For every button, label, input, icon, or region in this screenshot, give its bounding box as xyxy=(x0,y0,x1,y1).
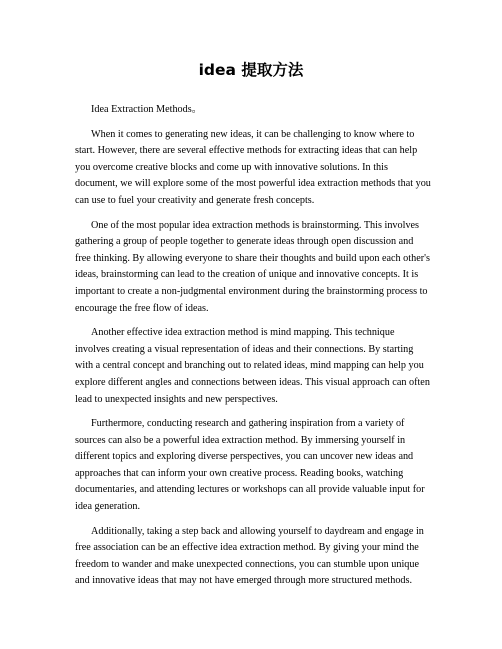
paragraph-subtitle: Idea Extraction Methods。 xyxy=(91,104,202,115)
document-body xyxy=(75,102,431,598)
paragraph: Furthermore, conducting research and gathering inspiration from a variety of sources can also be a powerful idea extraction method. By immersing yourself in different topics and exploring diverse perspectives, you can uncover new ideas and approaches that can inform your own creative process. Reading books, watching documentaries, and attending lectures or workshops can all provide valuable input for idea generation. xyxy=(75,418,425,513)
paragraph: One of the most popular idea extraction methods is brainstorming. This involves gathering a group of people together to generate ideas through open discussion and free thinking. By allowing everyone to share their thoughts and build upon each other's ideas, brainstorming can lead to the creation of unique and innovative concepts. It is important to create a non-judgmental environment during the brainstorming process to encourage the free flow of ideas. xyxy=(75,219,430,314)
paragraph: When it comes to generating new ideas, it can be challenging to know where to start. However, there are several effective methods for extracting ideas that can help you overcome creative blocks and come up with innovative solutions. In this document, we will explore some of the most powerful idea extraction methods that you can use to fuel your creativity and generate fresh concepts. xyxy=(75,128,431,206)
paragraph: Another effective idea extraction method is mind mapping. This technique involves creating a visual representation of ideas and their connections. By starting with a central concept and branching out to related ideas, mind mapping can help you explore different angles and connections between ideas. This visual approach can often lead to unexpected insights and new perspectives. xyxy=(75,327,430,405)
document-title: idea 提取方法 xyxy=(198,61,304,79)
paragraph: Additionally, taking a step back and allowing yourself to daydream and engage in free association can be an effective idea extraction method. By giving your mind the freedom to wander and make unexpected connections, you can stumble upon unique and innovative ideas that may not have emerged through more structured methods. xyxy=(75,525,424,587)
